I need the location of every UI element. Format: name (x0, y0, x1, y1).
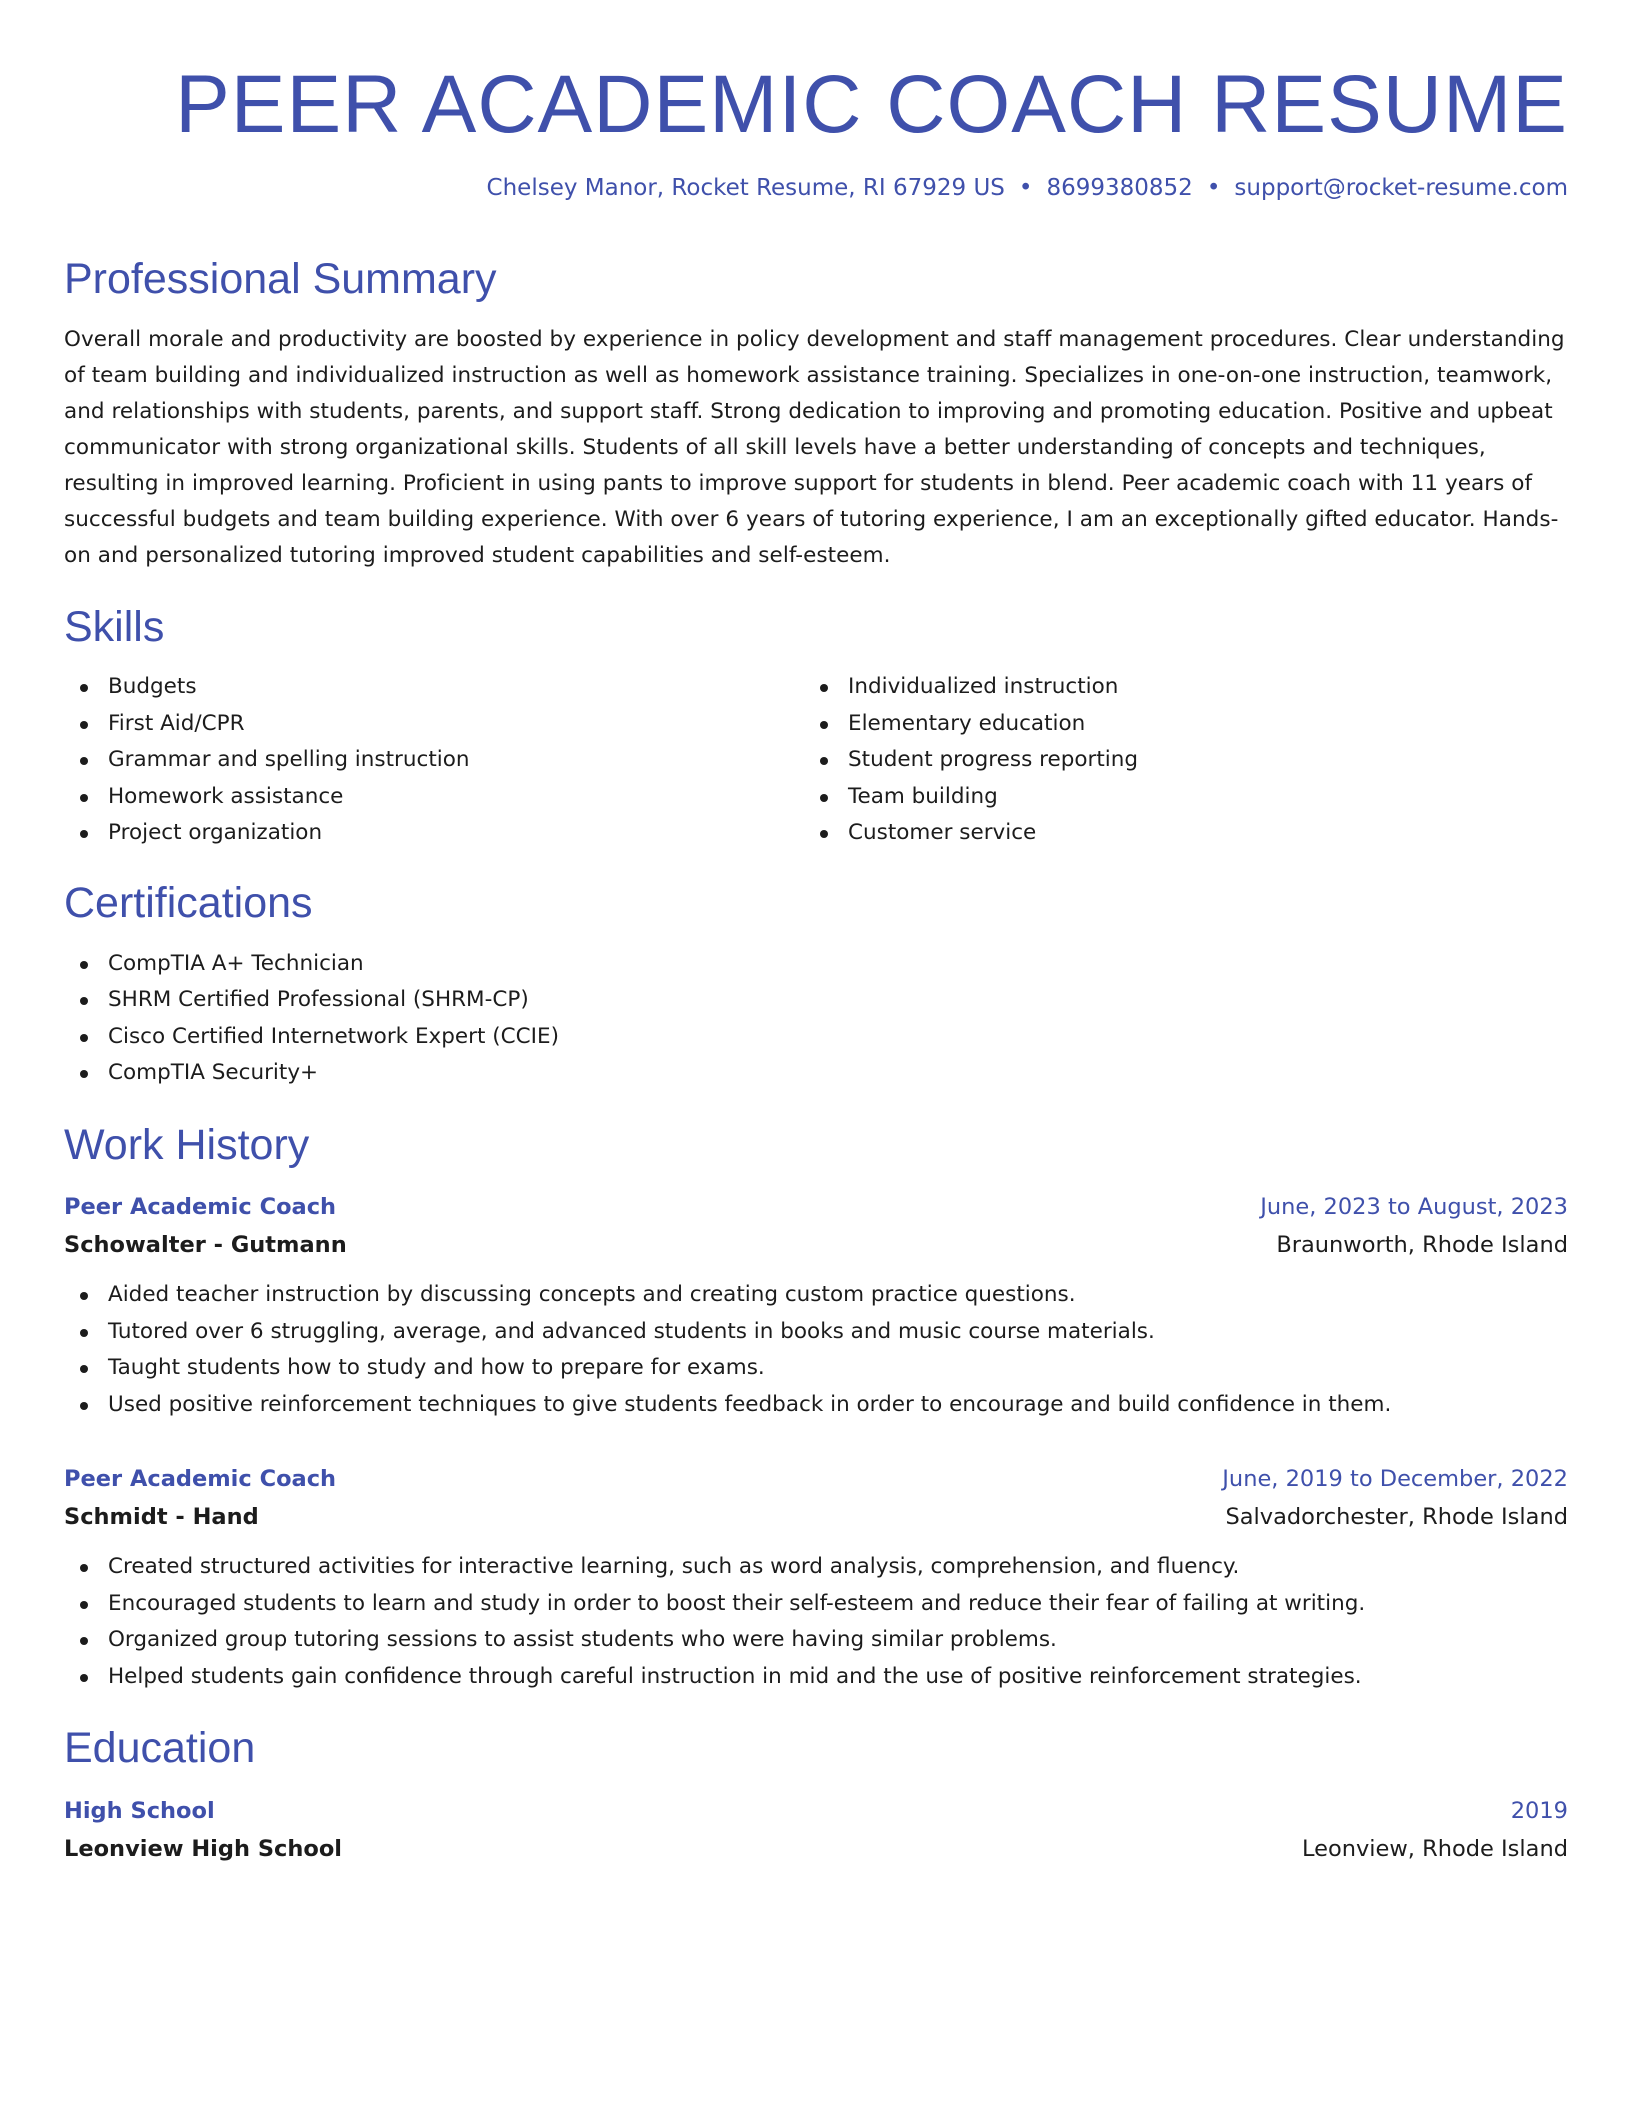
contact-email[interactable]: support@rocket-resume.com (1234, 175, 1568, 202)
job-title-row (64, 1189, 1568, 1225)
education-location: Leonview, Rhode Island (1301, 1835, 1568, 1862)
job-title-row (64, 1461, 1568, 1497)
education-section (64, 1723, 1568, 1869)
certification-item: CompTIA Security+ (64, 1055, 1568, 1092)
job-location: Braunworth, Rhode Island (1276, 1232, 1568, 1259)
skill-item: Grammar and spelling instruction (64, 742, 804, 779)
job-duty: Organized group tutoring sessions to assist students who were having similar problems. (64, 1622, 1568, 1659)
job-dates: June, 2023 to August, 2023 (1260, 1194, 1568, 1221)
skill-item: Customer service (804, 815, 1544, 852)
job-duty: Created structured activities for interactive learning, such as word analysis, comprehension, and fluency. (64, 1549, 1568, 1586)
job-entry (64, 1189, 1568, 1423)
section-heading-work-history: Work History (64, 1120, 310, 1169)
job-company-row (64, 1225, 1568, 1265)
job-company: Schmidt - Hand (64, 1504, 259, 1531)
skill-item: Team building (804, 779, 1544, 816)
job-duty: Aided teacher instruction by discussing concepts and creating custom practice questions. (64, 1277, 1568, 1314)
skill-item: Homework assistance (64, 779, 804, 816)
skill-item: First Aid/CPR (64, 706, 804, 743)
education-year: 2019 (1510, 1797, 1568, 1824)
professional-summary-section (64, 254, 1568, 574)
certification-item: CompTIA A+ Technician (64, 946, 1568, 983)
section-heading-summary: Professional Summary (64, 255, 497, 304)
skill-item: Student progress reporting (804, 742, 1544, 779)
skills-list-right (804, 669, 1544, 852)
section-heading-certifications: Certifications (64, 878, 313, 927)
contact-separator: • (1018, 175, 1033, 202)
contact-phone: 8699380852 (1046, 175, 1193, 202)
section-heading-education: Education (64, 1724, 256, 1773)
job-duties-list (64, 1277, 1568, 1423)
resume-title: PEER ACADEMIC COACH RESUME (175, 59, 1568, 150)
education-degree-row (64, 1793, 1568, 1829)
certifications-list (64, 946, 1568, 1092)
section-heading-skills: Skills (64, 602, 165, 651)
job-duty: Used positive reinforcement techniques to give students feedback in order to encourage and build confidence in them. (64, 1387, 1568, 1424)
education-degree: High School (64, 1797, 215, 1824)
certification-item: Cisco Certified Internetwork Expert (CCIE) (64, 1019, 1568, 1056)
job-duty: Taught students how to study and how to prepare for exams. (64, 1350, 1568, 1387)
certification-item: SHRM Certified Professional (SHRM-CP) (64, 982, 1568, 1019)
job-duty: Encouraged students to learn and study in order to boost their self-esteem and reduce their fear of failing at writing. (64, 1586, 1568, 1623)
job-title: Peer Academic Coach (64, 1194, 337, 1221)
skill-item: Individualized instruction (804, 669, 1544, 706)
contact-address: Chelsey Manor, Rocket Resume, RI 67929 US (486, 175, 1005, 202)
skill-item: Elementary education (804, 706, 1544, 743)
job-company-row (64, 1497, 1568, 1537)
education-school: Leonview High School (64, 1835, 343, 1862)
skills-section (64, 602, 1568, 852)
job-duty: Tutored over 6 struggling, average, and advanced students in books and music course materials. (64, 1314, 1568, 1351)
summary-text: Overall morale and productivity are boosted by experience in policy development and staff management procedures. Clear understanding of team building and individualized instruction as well as homework assistance training. Specializes in one-on-one instruction, teamwork, and relationships with students, parents, and support staff. Strong dedication to improving and promoting education. Positive and upbeat communicator with strong organizational skills. Students of all skill levels have a better understanding of concepts and techniques, resulting in improved learning. Proficient in using pants to improve support for students in blend. Peer academic coach with 11 years of successful budgets and team building experience. With over 6 years of tutoring experience, I am an exceptionally gifted educator. Hands-on and personalized tutoring improved student capabilities and self-esteem. (64, 326, 1565, 568)
job-company: Schowalter - Gutmann (64, 1232, 347, 1259)
skill-item: Project organization (64, 815, 804, 852)
skill-item: Budgets (64, 669, 804, 706)
job-title: Peer Academic Coach (64, 1466, 337, 1493)
job-duties-list (64, 1549, 1568, 1695)
skills-grid (64, 669, 1568, 852)
contact-line (64, 174, 1568, 204)
skills-list-left (64, 669, 804, 852)
work-history-section (64, 1120, 1568, 1696)
education-entry (64, 1793, 1568, 1869)
contact-separator: • (1206, 175, 1221, 202)
education-school-row (64, 1829, 1568, 1869)
job-entry (64, 1461, 1568, 1695)
certifications-section (64, 878, 1568, 1092)
job-duty: Helped students gain confidence through careful instruction in mid and the use of positive reinforcement strategies. (64, 1659, 1568, 1696)
job-location: Salvadorchester, Rhode Island (1225, 1504, 1568, 1531)
job-dates: June, 2019 to December, 2022 (1222, 1466, 1568, 1493)
